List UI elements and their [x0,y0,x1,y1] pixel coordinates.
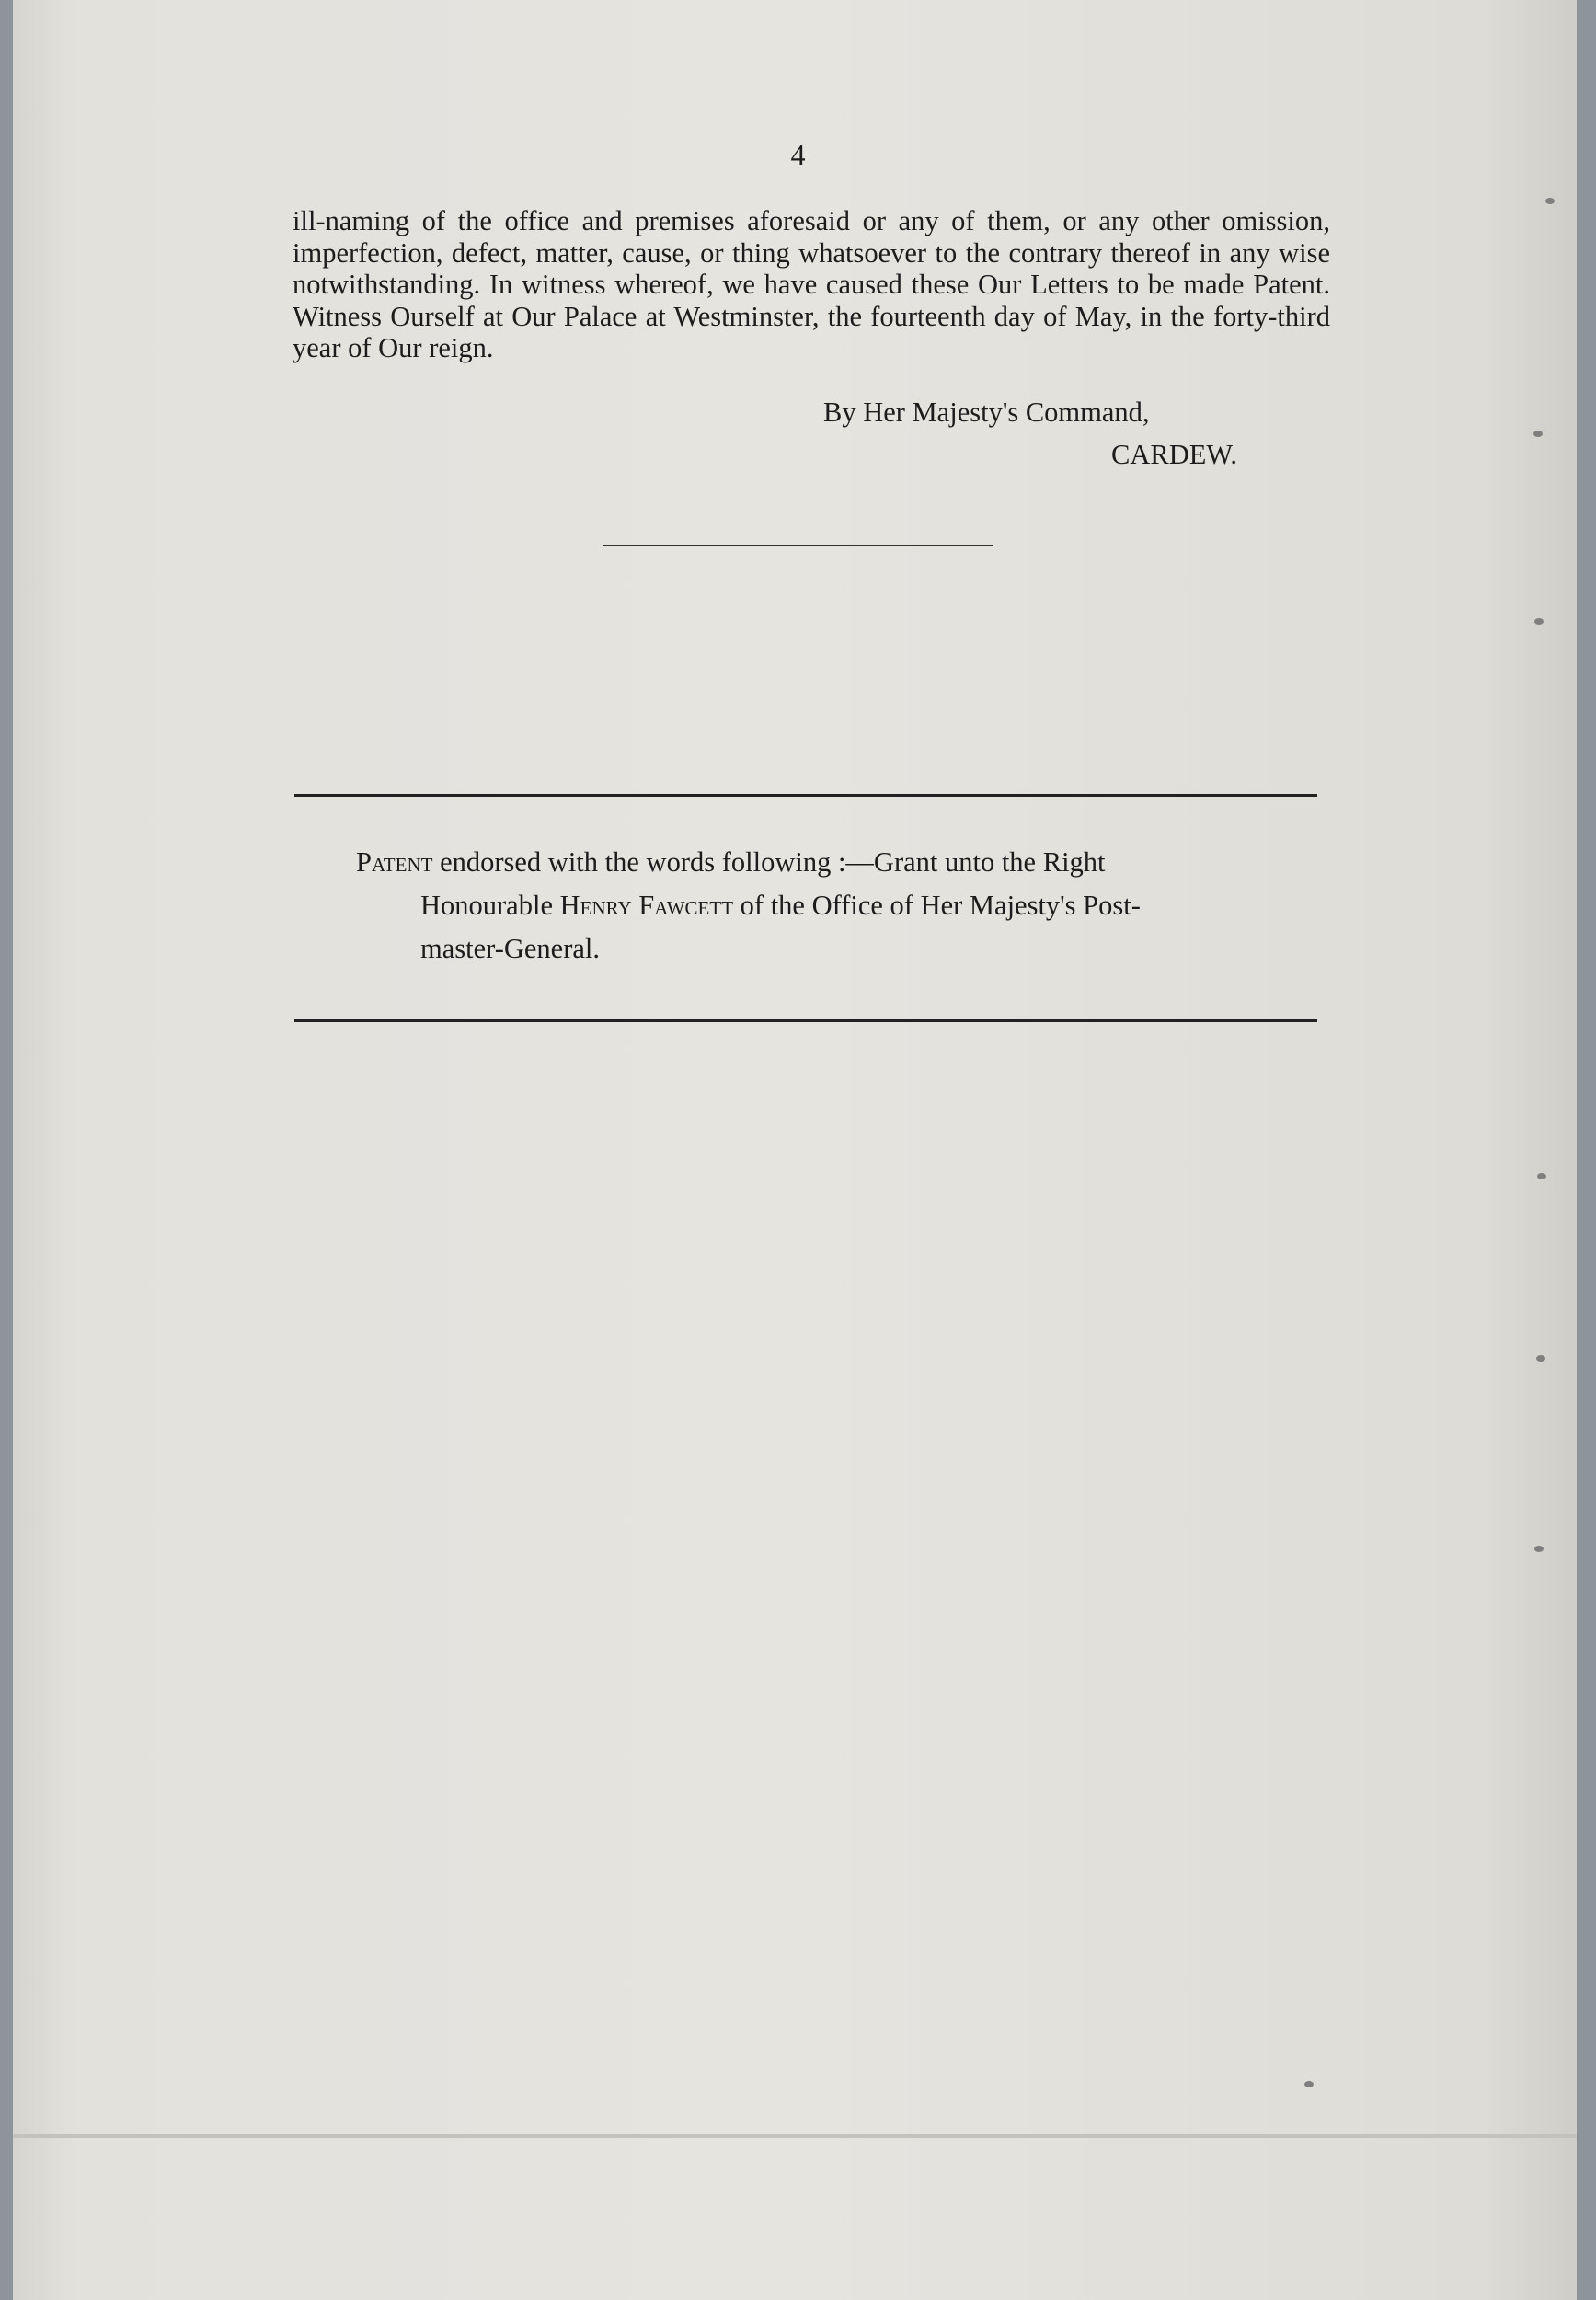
patent-paragraph: ill-naming of the office and premises aforesaid or any of them, or any other omission, imperfection, defect, matter, cause, or thing whatsoever to the contrary thereof in any wise notwithstanding. In witness whereof, we have caused these Our Letters to be made Patent. Witness Ourself at Our Palace at Westminster, the fourteenth day of May, in the forty-third year of Our reign. [293,205,1330,363]
short-divider [603,545,993,546]
binding-hole [1545,198,1555,204]
endorsement-text-2: Honourable [420,890,560,921]
binding-hole [1533,431,1543,437]
binding-hole [1537,1173,1546,1179]
ink-speck [1304,2081,1314,2087]
signatory-name: CARDEW. [1111,439,1237,470]
endorsement-person-name: Henry Fawcett [559,890,734,921]
endorsement-line-2 [356,884,1318,927]
endorsement-bottom-rule [294,1019,1317,1022]
endorsement-text-3: of the Office of Her Majesty's Post- [733,890,1141,921]
authority-line: By Her Majesty's Command, [823,397,1150,428]
binding-hole [1534,1546,1544,1552]
endorsement-text-1: endorsed with the words following :—Grant unto the Right [432,846,1106,878]
endorsement-block [356,841,1318,971]
binding-hole [1534,618,1544,625]
endorsement-top-rule [294,794,1317,797]
endorsement-text-4: master-General. [420,933,600,964]
page-number: 4 [790,138,806,171]
endorsement-line-3 [356,927,1318,971]
endorsement-lead-word: Patent [356,846,433,878]
binding-hole [1536,1355,1545,1362]
paper-fold-line [13,2134,1577,2138]
